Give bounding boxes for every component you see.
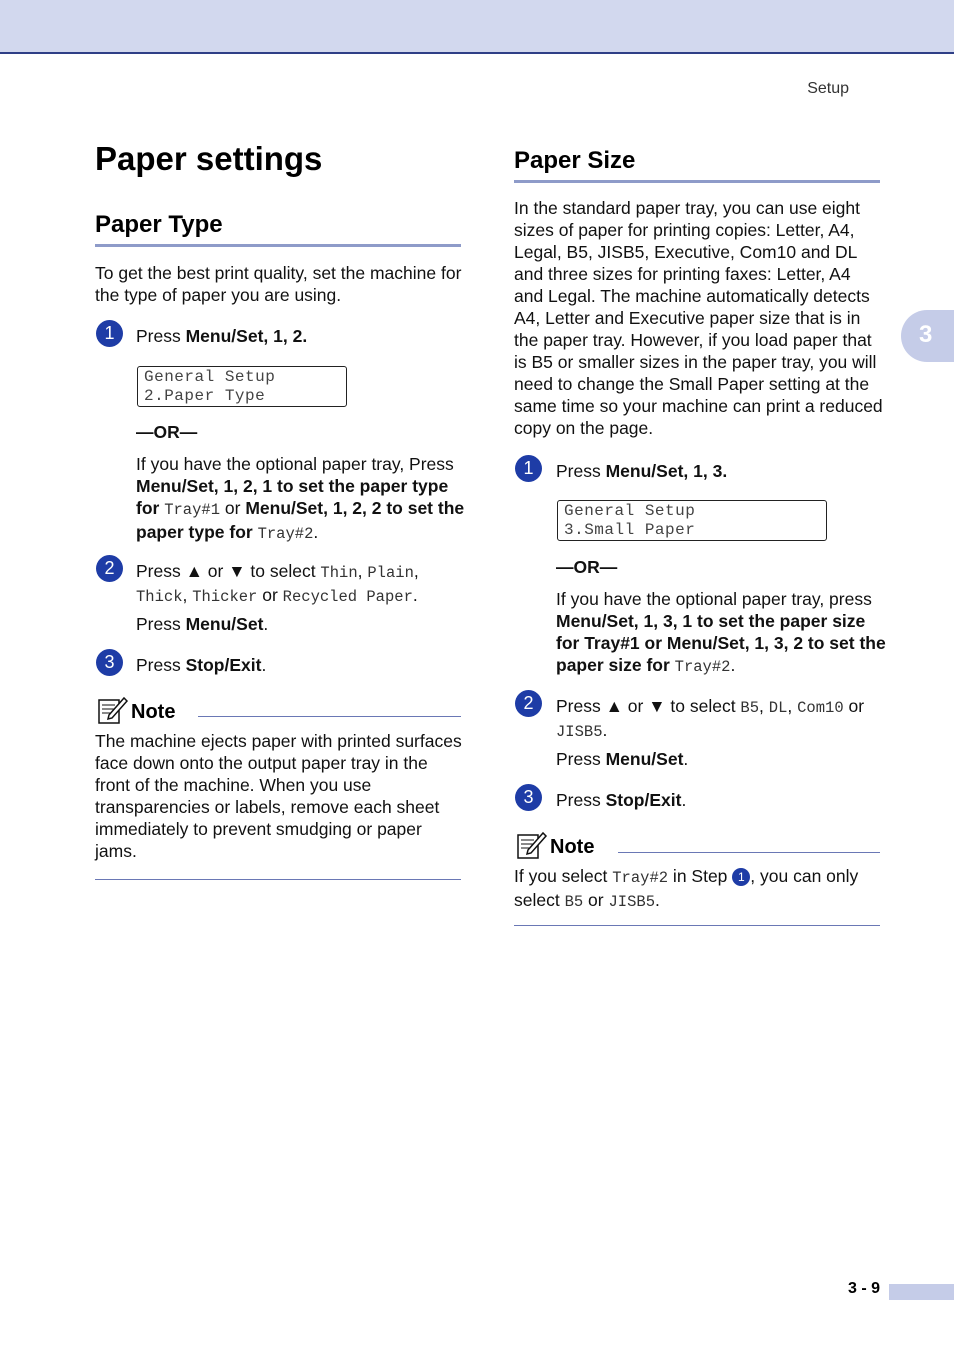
- page-title: Paper settings: [95, 140, 323, 177]
- option-thick: Thick: [136, 588, 183, 606]
- step-2-text: Press ▲ or ▼ to select B5, DL, Com10 or JISB5.: [556, 696, 865, 741]
- note-pencil-icon: [516, 830, 548, 860]
- option-plain: Plain: [367, 564, 414, 582]
- option-thicker: Thicker: [192, 588, 258, 606]
- step-1-marker: 1: [96, 320, 123, 347]
- page-number: 3 - 9: [847, 1280, 880, 1297]
- key-menu-set: Menu/Set: [605, 749, 684, 769]
- step-1-text: Press Menu/Set, 1, 3.: [556, 461, 728, 481]
- or-separator: —OR—: [556, 557, 618, 577]
- tray-2-code: Tray#2: [612, 869, 669, 887]
- note-label: Note: [131, 701, 176, 723]
- key-sequence: , 1, 3.: [683, 461, 728, 481]
- lcd-line-2: 2.Paper Type: [144, 387, 266, 405]
- note-rule: [198, 716, 461, 717]
- key-menu-set: Menu/Set: [185, 326, 264, 346]
- tray-2-code: Tray#2: [674, 658, 731, 676]
- paper-size-intro: In the standard paper tray, you can use eight sizes of paper for printing copies: Letter, A4, Legal, B5, JISB5, Executive, Com10 and DL and three sizes for printing faxes: Letter, A4 and Legal. The machine automatically detects A4, Letter and Executive paper size that is in the paper tray. However, if you load paper that is B5 or smaller sizes in the paper tray, you will need to change the Small Paper setting at the same time so your machine can print a reduced copy on the page.: [514, 198, 883, 438]
- step-3-marker: 3: [96, 649, 123, 676]
- option-thin: Thin: [320, 564, 358, 582]
- step-2-marker: 2: [96, 555, 123, 582]
- step-text: Press: [136, 326, 186, 346]
- step-1-marker: 1: [515, 455, 542, 482]
- heading-rule: [95, 244, 461, 247]
- optional-tray-text: If you have the optional paper tray, Press Menu/Set, 1, 2, 1 to set the paper type for Tray#1 or Menu/Set, 1, 2, 2 to set the paper type for Tray#2.: [136, 454, 465, 543]
- key-menu-set: Menu/Set: [556, 611, 634, 631]
- option-com10: Com10: [797, 699, 844, 717]
- header-band: [0, 0, 954, 54]
- key-sequence: , 1, 2.: [263, 326, 308, 346]
- key-menu-set: Menu/Set: [136, 476, 214, 496]
- step-3-text: Press Stop/Exit.: [136, 655, 267, 675]
- lcd-line-1: General Setup: [564, 502, 696, 520]
- note-end-rule: [514, 925, 880, 926]
- paper-type-intro: To get the best print quality, set the machine for the type of paper you are using.: [95, 263, 462, 305]
- step-2-confirm: Press Menu/Set.: [556, 749, 689, 769]
- key-menu-set: Menu/Set: [666, 633, 745, 653]
- step-1-text: [136, 325, 461, 347]
- option-recycled: Recycled Paper: [282, 588, 413, 606]
- note-end-rule: [95, 879, 461, 880]
- note-text: If you select Tray#2 in Step 1 , you can only select B5 or JISB5.: [514, 866, 859, 911]
- running-header: Setup: [807, 80, 849, 97]
- step-3-marker: 3: [515, 784, 542, 811]
- step-2-text: Press ▲ or ▼ to select Thin, Plain, Thick, Thicker or Recycled Paper.: [136, 561, 419, 606]
- step-ref-marker: 1: [732, 868, 750, 886]
- optional-tray-text: If you have the optional paper tray, press Menu/Set, 1, 3, 1 to set the paper size for Tray#1 or Menu/Set, 1, 3, 2 to set the paper size for Tray#2.: [556, 589, 886, 676]
- key-menu-set: Menu/Set: [245, 498, 324, 518]
- option-dl: DL: [768, 699, 788, 717]
- note-text: The machine ejects paper with printed surfaces face down onto the output paper tray in the front of the machine. When you use transparencies or labels, remove each sheet immediately to prevent smudging or paper jams.: [95, 731, 462, 861]
- step-2-confirm: Press Menu/Set.: [136, 614, 269, 634]
- step-3-text: Press Stop/Exit.: [556, 790, 687, 810]
- tray-1-code: Tray#1: [164, 501, 221, 519]
- paper-type-heading: Paper Type: [95, 211, 223, 238]
- lcd-display: [557, 500, 827, 541]
- option-jisb5: JISB5: [608, 893, 655, 911]
- option-b5: B5: [740, 699, 760, 717]
- key-menu-set: Menu/Set: [605, 461, 684, 481]
- tray-2-code: Tray#2: [257, 525, 314, 543]
- step-2-marker: 2: [515, 690, 542, 717]
- chapter-tab: [901, 310, 954, 362]
- key-menu-set: Menu/Set: [185, 614, 264, 634]
- key-stop-exit: Stop/Exit: [605, 790, 682, 810]
- footer-band: [889, 1284, 954, 1300]
- lcd-display: [137, 366, 347, 407]
- chapter-number: 3: [919, 321, 933, 348]
- paper-size-heading: Paper Size: [514, 147, 636, 174]
- key-stop-exit: Stop/Exit: [185, 655, 262, 675]
- option-jisb5: JISB5: [556, 723, 603, 741]
- note-label: Note: [550, 836, 595, 858]
- lcd-line-1: General Setup: [144, 368, 276, 386]
- or-separator: —OR—: [136, 422, 198, 442]
- note-pencil-icon: [97, 695, 129, 725]
- note-rule: [618, 852, 880, 853]
- heading-rule: [514, 180, 880, 183]
- lcd-line-2: 3.Small Paper: [564, 521, 696, 539]
- option-b5: B5: [564, 893, 584, 911]
